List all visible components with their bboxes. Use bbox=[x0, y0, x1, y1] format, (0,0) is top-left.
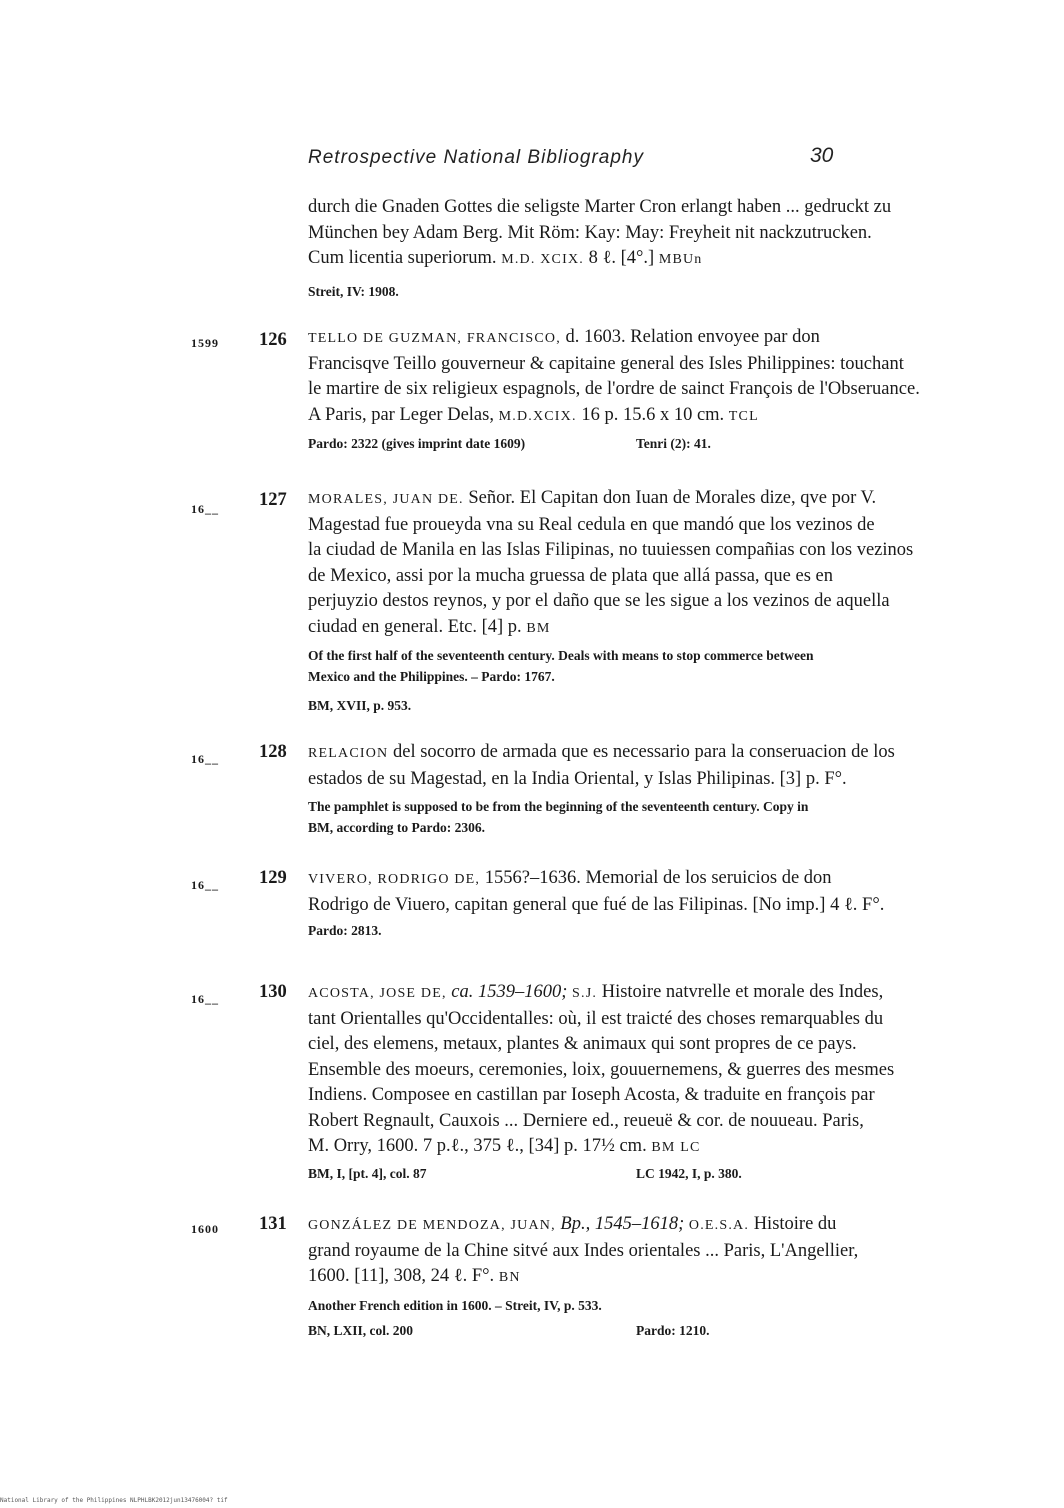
bibliography-entry bbox=[308, 486, 980, 716]
entry-note: The pamphlet is supposed to be from the beginning of the seventeenth century. Copy in bbox=[308, 799, 809, 814]
entry-number: 128 bbox=[259, 742, 287, 762]
bibliography-entry bbox=[308, 325, 980, 454]
entry-author: MORALES, JUAN DE. bbox=[308, 492, 464, 507]
entry-text-line: ACOSTA, JOSE DE, ca. 1539–1600; S.J. Histoire natvrelle et morale des Indes, bbox=[308, 982, 884, 1002]
entry-text-line: RELACION del socorro de armada que es necessario para la conseruacion de los bbox=[308, 742, 895, 762]
bibliography-entry bbox=[308, 866, 980, 941]
entry-text-line: Indiens. Composee en castillan par Ioseph Acosta, & traduite en françois par bbox=[308, 1085, 875, 1105]
entry-text-line: ciel, des elemens, metaux, plantes & animaux qui sont propres de ce pays. bbox=[308, 1034, 857, 1054]
entry-note: Pardo: 2322 (gives imprint date 1609) Tenri (2): 41. bbox=[308, 436, 711, 451]
entry-text-line: ciudad en general. Etc. [4] p. BM bbox=[308, 616, 551, 637]
bibliography-entry bbox=[308, 740, 980, 838]
entry-author: TELLO DE GUZMAN, FRANCISCO, bbox=[308, 331, 561, 346]
running-header-title: Retrospective National Bibliography bbox=[308, 147, 644, 168]
entry-number: 126 bbox=[259, 330, 287, 350]
entry-text-line: grand royaume de la Chine sitvé aux Indes orientales ... Paris, L'Angellier, bbox=[308, 1240, 859, 1261]
entry-year: 16__ bbox=[191, 992, 219, 1006]
entry-text-line: Magestad fue proueyda vna su Real cedula en que mandó que los vezinos de bbox=[308, 514, 875, 535]
entry-note: Mexico and the Philippines. – Pardo: 1767. bbox=[308, 669, 555, 684]
entry-text-line: A Paris, par Leger Delas, M.D.XCIX. 16 p. 15.6 x 10 cm. TCL bbox=[308, 404, 759, 425]
bibliography-entry bbox=[308, 1212, 980, 1341]
page-number: 30 bbox=[810, 144, 834, 167]
entry-note: BM, I, [pt. 4], col. 87 LC 1942, I, p. 380. bbox=[308, 1165, 742, 1181]
entry-year: 16__ bbox=[191, 752, 219, 766]
entry-note: Streit, IV: 1908. bbox=[308, 283, 399, 299]
entry-text-line: Cum licentia superiorum. M.D. XCIX. 8 ℓ. [4°.] MBUn bbox=[308, 248, 703, 268]
entry-year: 16__ bbox=[191, 878, 219, 892]
entry-author: RELACION bbox=[308, 746, 389, 761]
entry-number: 127 bbox=[259, 490, 287, 510]
entry-text-line: GONZÁLEZ DE MENDOZA, JUAN, Bp., 1545–1618; O.E.S.A. Histoire du bbox=[308, 1214, 837, 1234]
continuation-entry bbox=[308, 195, 980, 302]
entry-note: BM, XVII, p. 953. bbox=[308, 698, 412, 713]
entry-note: Pardo: 2813. bbox=[308, 923, 382, 938]
entry-text-line: 1600. [11], 308, 24 ℓ. F°. BN bbox=[308, 1266, 521, 1286]
entry-text-line: Robert Regnault, Cauxois ... Derniere ed., reueuë & cor. de nouueau. Paris, bbox=[308, 1110, 864, 1131]
scan-footer: National Library of the Philippines NLPHLBK2012jun13476004? tif bbox=[0, 1497, 228, 1504]
entry-year: 16__ bbox=[191, 502, 219, 516]
entry-text-line: Francisqve Teillo gouverneur & capitaine general des Isles Philippines: touchant bbox=[308, 353, 904, 374]
entry-text-line: tant Orientalles qu'Occidentalles: où, il est traicté des choses remarquables du bbox=[308, 1008, 884, 1029]
entry-text-line: TELLO DE GUZMAN, FRANCISCO, d. 1603. Relation envoyee par don bbox=[308, 327, 820, 347]
entry-text-line: estados de su Magestad, en la India Oriental, y Islas Philipinas. [3] p. F°. bbox=[308, 768, 847, 789]
entry-author: GONZÁLEZ DE MENDOZA, JUAN, bbox=[308, 1218, 556, 1233]
entry-text-line: la ciudad de Manila en las Islas Filipinas, no tuuiessen compañias con los vezinos bbox=[308, 540, 914, 560]
entry-text-line: München bey Adam Berg. Mit Röm: Kay: May: Freyheit nit nackzutrucken. bbox=[308, 222, 872, 243]
entry-number: 131 bbox=[259, 1214, 287, 1234]
entry-author: VIVERO, RODRIGO DE, bbox=[308, 872, 481, 887]
entry-note: Of the first half of the seventeenth century. Deals with means to stop commerce between bbox=[308, 648, 814, 663]
entry-text-line: durch die Gnaden Gottes die seligste Marter Cron erlangt haben ... gedruckt zu bbox=[308, 197, 892, 217]
entry-number: 129 bbox=[259, 868, 287, 888]
entry-text-line: de Mexico, assi por la mucha gruessa de plata que allá passa, que es en bbox=[308, 565, 834, 586]
entry-text-line: Rodrigo de Viuero, capitan general que fué de las Filipinas. [No imp.] 4 ℓ. F°. bbox=[308, 894, 885, 915]
entry-text-line: VIVERO, RODRIGO DE, 1556?–1636. Memorial de los seruicios de don bbox=[308, 868, 832, 888]
entry-text-line: M. Orry, 1600. 7 p.ℓ., 375 ℓ., [34] p. 17½ cm. BM LC bbox=[308, 1136, 701, 1156]
entry-number: 130 bbox=[259, 982, 287, 1002]
entry-text-line: le martire de six religieux espagnols, de l'ordre de sainct François de l'Obseruance. bbox=[308, 379, 920, 399]
entry-author: ACOSTA, JOSE DE, bbox=[308, 986, 447, 1001]
entry-text-line: MORALES, JUAN DE. Señor. El Capitan don Iuan de Morales dize, qve por V. bbox=[308, 488, 877, 508]
entry-text-line: perjuyzio destos reynos, y por el daño que se les sigue a los vezinos de aquella bbox=[308, 591, 890, 611]
bibliography-entry bbox=[308, 980, 980, 1184]
entry-note: BM, according to Pardo: 2306. bbox=[308, 820, 485, 835]
entry-year: 1600 bbox=[191, 1222, 219, 1236]
entry-text-line: Ensemble des moeurs, ceremonies, loix, gouuernemens, & guerres des mesmes bbox=[308, 1059, 895, 1080]
entry-year: 1599 bbox=[191, 336, 219, 350]
entry-note: Another French edition in 1600. – Streit, IV, p. 533. bbox=[308, 1297, 602, 1313]
entry-note: BN, LXII, col. 200 Pardo: 1210. bbox=[308, 1322, 710, 1338]
